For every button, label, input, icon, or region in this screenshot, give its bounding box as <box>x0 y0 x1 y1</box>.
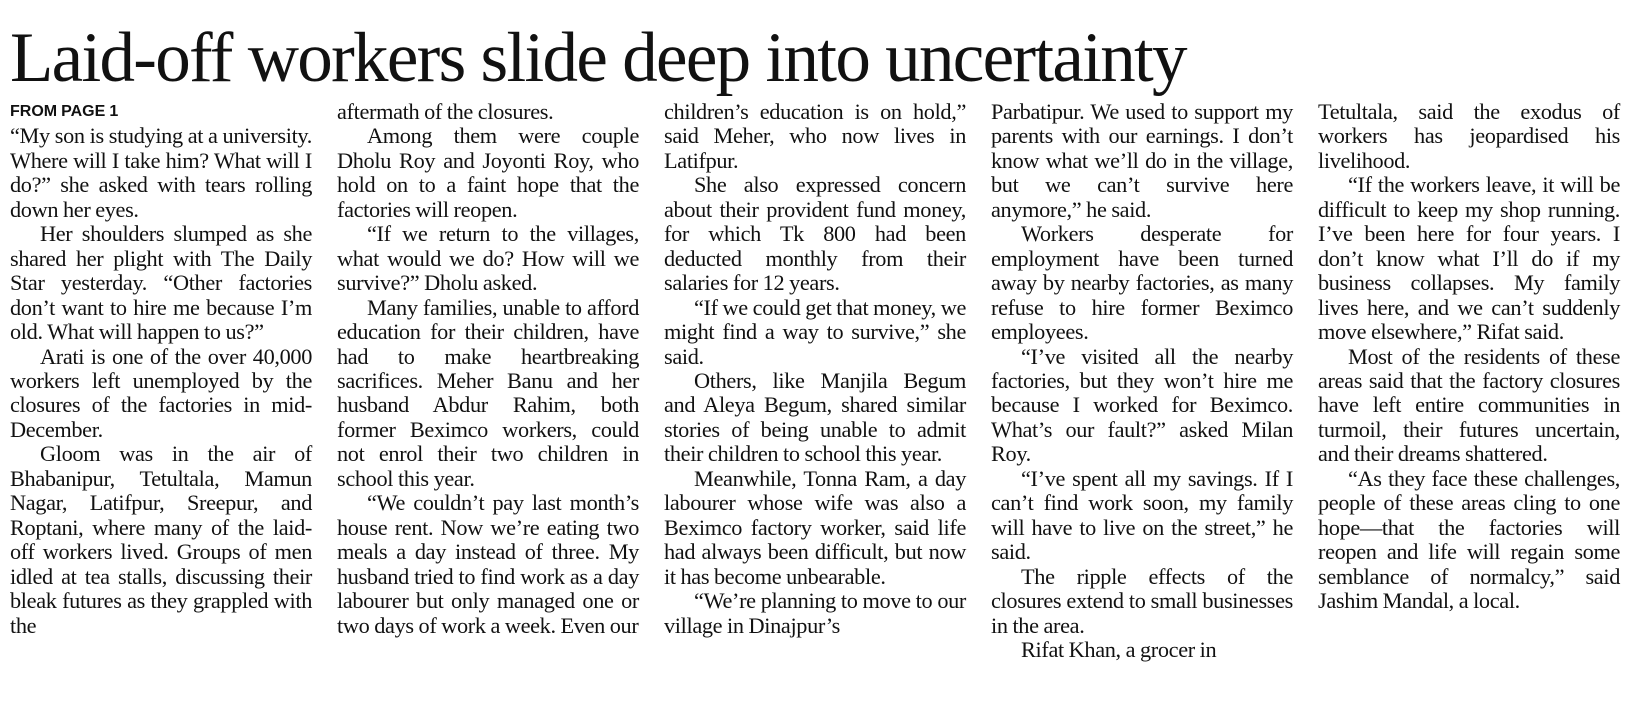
article-column-1 <box>10 100 312 662</box>
paragraph: children’s education is on hold,” said Meher, who now lives in Latifpur. <box>664 99 966 173</box>
paragraph: Rifat Khan, a grocer in <box>1021 636 1217 662</box>
paragraph: “I’ve spent all my savings. If I can’t find work soon, my family will have to live on the street,” he said. <box>991 465 1293 565</box>
paragraph: Others, like Manjila Begum and Aleya Begum, shared similar stories of being unable to admit their children to school this year. <box>664 367 966 467</box>
paragraph: The ripple effects of the closures extend to small businesses in the area. <box>991 563 1293 638</box>
paragraph: “If we could get that money, we might find a way to survive,” she said. <box>664 294 966 369</box>
paragraph: “If we return to the villages, what would we do? How will we survive?” Dholu asked. <box>337 221 639 296</box>
paragraph: She also expressed concern about their provident fund money, for which Tk 800 had been deducted monthly from their salaries for 12 years. <box>664 172 966 296</box>
paragraph: Many families, unable to afford education for their children, have had to make heartbreaking sacrifices. Meher Banu and her husband Abdur Rahim, both former Beximco workers, could not enrol their two children in school this year. <box>337 294 639 491</box>
article-body <box>10 100 1622 662</box>
article-column-2 <box>337 100 639 662</box>
paragraph: “I’ve visited all the nearby factories, but they won’t hire me because I worked for Beximco. What’s our fault?” asked Milan Roy. <box>991 343 1293 467</box>
paragraph: Her shoulders slumped as she shared her plight with The Daily Star yesterday. “Other factories don’t want to hire me because I’m old. What will happen to us?” <box>10 221 312 345</box>
paragraph: “My son is studying at a university. Where will I take him? What will I do?” she asked with tears rolling down her eyes. <box>10 123 312 222</box>
paragraph: “As they face these challenges, people of these areas cling to one hope—that the factories will reopen and life will regain some semblance of normalcy,” said Jashim Mandal, a local. <box>1318 465 1620 614</box>
article-column-3 <box>664 100 966 662</box>
paragraph: Meanwhile, Tonna Ram, a day labourer whose wife was also a Beximco factory worker, said life had always been difficult, but now it has become unbearable. <box>664 465 966 589</box>
paragraph: aftermath of the closures. <box>337 99 554 124</box>
paragraph: Among them were couple Dholu Roy and Joyonti Roy, who hold on to a faint hope that the factories will reopen. <box>337 123 639 222</box>
paragraph: “If the workers leave, it will be difficult to keep my shop running. I’ve been here for four years. I don’t know what I’ll do if my business collapses. My family lives here, and we can’t suddenly move elsewhere,” Rifat said. <box>1318 172 1620 345</box>
continuation-kicker: FROM PAGE 1 <box>10 103 119 120</box>
paragraph: Most of the residents of these areas said that the factory closures have left entire communities in turmoil, their futures uncertain, and their dreams shattered. <box>1318 343 1620 467</box>
paragraph: Workers desperate for employment have been turned away by nearby factories, as many refuse to hire former Beximco employees. <box>991 221 1293 345</box>
article-headline: Laid-off workers slide deep into uncertainty <box>10 19 1186 97</box>
article-column-5 <box>1318 100 1620 662</box>
paragraph: Gloom was in the air of Bhabanipur, Tetultala, Mamun Nagar, Latifpur, Sreepur, and Roptani, where many of the laid-off workers lived. Groups of men idled at tea stalls, discussing their bleak futures as they grappled with the <box>10 441 312 638</box>
paragraph: Arati is one of the over 40,000 workers left unemployed by the closures of the factories in mid-December. <box>10 343 312 442</box>
paragraph: “We’re planning to move to our village in Dinajpur’s <box>664 588 966 638</box>
paragraph: Tetultala, said the exodus of workers has jeopardised his livelihood. <box>1318 99 1620 173</box>
article-column-4 <box>991 100 1293 662</box>
paragraph: “We couldn’t pay last month’s house rent. Now we’re eating two meals a day instead of three. My husband tried to find work as a day labourer but only managed one or two days of work a week. Even our <box>337 490 639 638</box>
paragraph: Parbatipur. We used to support my parents with our earnings. I don’t know what we’ll do in the village, but we can’t survive here anymore,” he said. <box>991 99 1293 222</box>
